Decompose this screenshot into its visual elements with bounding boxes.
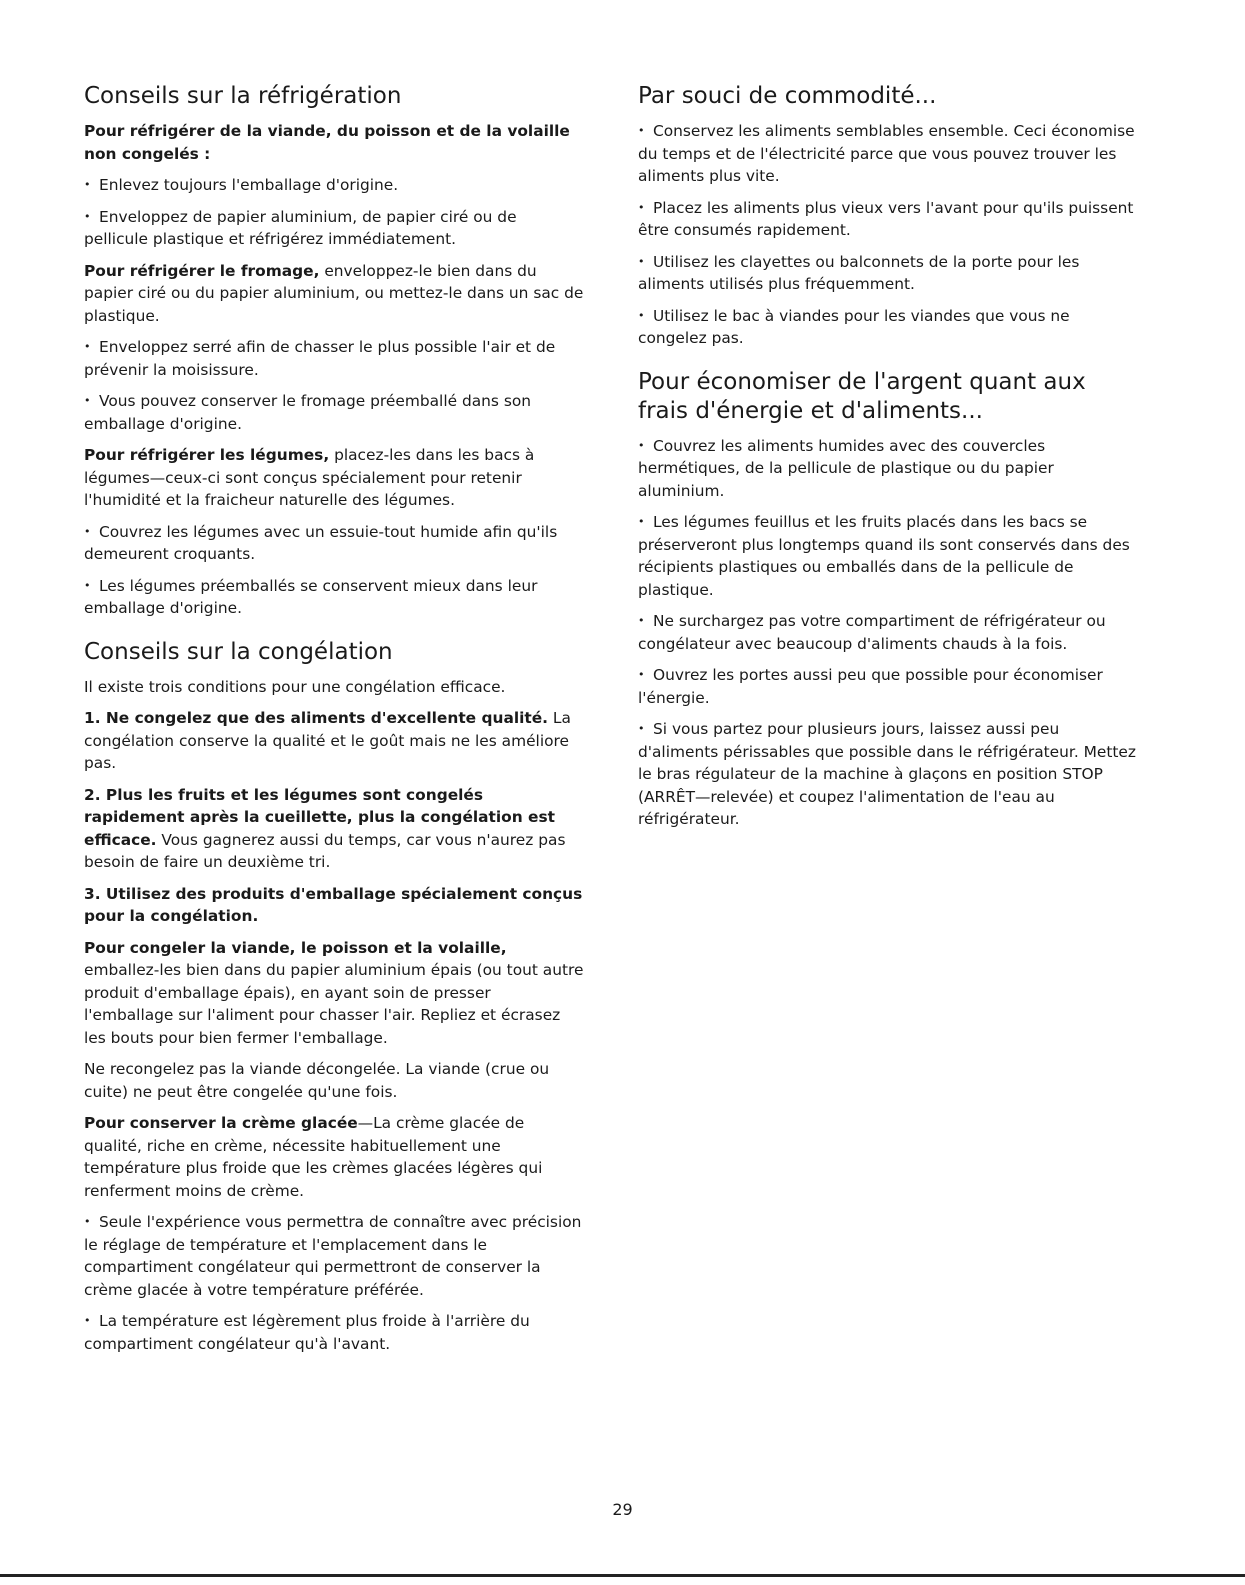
heading-freezing-tips: Conseils sur la congélation [84, 638, 393, 665]
subheading-meat: Pour réfrigérer de la viande, du poisson et de la volaille non congelés : [84, 122, 570, 163]
bullet-icon: • [638, 515, 645, 528]
bullet-text: Ouvrez les portes aussi peu que possible pour économiser l'énergie. [638, 666, 1103, 707]
bullet-icon: • [84, 209, 91, 223]
condition-2 [84, 784, 584, 874]
paragraph-ice-cream [84, 1112, 584, 1202]
condition-3 [84, 883, 584, 928]
bullet-icon: • [638, 722, 645, 735]
bullet-text: Couvrez les aliments humides avec des couvercles hermétiques, de la pellicule de plastique ou du papier aluminium. [638, 436, 1054, 500]
paragraph-freeze-intro: Il existe trois conditions pour une congélation efficace. [84, 677, 506, 696]
lead-freeze-meat: Pour congeler la viande, le poisson et la volaille, [84, 938, 507, 957]
bullet-item [638, 718, 1143, 831]
bullet-text: Si vous partez pour plusieurs jours, laissez aussi peu d'aliments périssables que possible dans le réfrigérateur. Mettez le bras régulateur de la machine à glaçons en position STOP (ARRÊT—relevée) et coupez l'alimentation de l'eau au réfrigérateur. [638, 720, 1136, 828]
text-freeze-meat: emballez-les bien dans du papier aluminium épais (ou tout autre produit d'emballage épais), en ayant soin de presser l'emballage sur l'aliment pour chasser l'air. Repliez et écrasez les bouts pour bien fermer l'emballage. [84, 961, 584, 1047]
bullet-text: Les légumes feuillus et les fruits placés dans les bacs se préserveront plus longtemps quand ils sont conservés dans des récipients plastiques ou emballés dans de la pellicule de plastique. [638, 513, 1130, 599]
page-number: 29 [612, 1500, 633, 1519]
bullet-item [638, 435, 1143, 503]
bullet-item [638, 511, 1143, 601]
lead-condition-3: 3. Utilisez des produits d'emballage spécialement conçus pour la congélation. [84, 884, 583, 925]
bullet-text: Couvrez les légumes avec un essuie-tout humide afin qu'ils demeurent croquants. [84, 522, 558, 563]
text-condition-1: La congélation conserve la qualité et le goût mais ne les améliore pas. [84, 709, 571, 772]
lead-condition-2: 2. Plus les fruits et les légumes sont congelés rapidement après la cueillette, plus la congélation est efficace. [84, 785, 556, 849]
paragraph-cheese [84, 260, 584, 328]
lead-ice-cream: Pour conserver la crème glacée [84, 1114, 358, 1132]
bullet-icon: • [638, 254, 645, 268]
bullet-text: Seule l'expérience vous permettra de connaître avec précision le réglage de température et l'emplacement dans le compartiment congélateur qui permettront de conserver la crème glacée à votre température préférée. [84, 1213, 582, 1299]
heading-refrigeration-tips: Conseils sur la réfrigération [84, 83, 402, 109]
bullet-item [84, 336, 584, 381]
bullet-text: Ne surchargez pas votre compartiment de réfrigérateur ou congélateur avec beaucoup d'aliments chauds à la fois. [638, 612, 1106, 653]
bullet-icon: • [638, 124, 645, 137]
bullet-text: Vous pouvez conserver le fromage préemballé dans son emballage d'origine. [84, 392, 532, 433]
bullet-item [638, 610, 1143, 655]
bullet-text: Utilisez le bac à viandes pour les viandes que vous ne congelez pas. [638, 306, 1070, 347]
text-vegetables: placez-les dans les bacs à légumes—ceux-ci sont conçus spécialement pour retenir l'humidité et la fraicheur naturelle des légumes. [84, 446, 535, 509]
bullet-text: Enveloppez de papier aluminium, de papier ciré ou de pellicule plastique et réfrigérez immédiatement. [84, 207, 517, 248]
bullet-icon: • [84, 340, 91, 353]
bullet-icon: • [84, 394, 91, 407]
bottom-rule [0, 1574, 1245, 1577]
lead-vegetables: Pour réfrigérer les légumes, [84, 446, 330, 464]
bullet-text: Les légumes préemballés se conservent mieux dans leur emballage d'origine. [84, 576, 538, 617]
bullet-item [84, 390, 584, 435]
text-condition-2: Vous gagnerez aussi du temps, car vous n'aurez pas besoin de faire un deuxième tri. [84, 830, 566, 871]
bullet-item [84, 174, 584, 197]
bullet-text: Enlevez toujours l'emballage d'origine. [99, 176, 399, 194]
bullet-icon: • [638, 668, 645, 681]
bullet-item [638, 664, 1143, 709]
lead-cheese: Pour réfrigérer le fromage, [84, 261, 320, 280]
bullet-item [638, 305, 1143, 350]
heading-save-money: Pour économiser de l'argent quant aux frais d'énergie et d'aliments... [638, 368, 1086, 424]
bullet-text: Enveloppez serré afin de chasser le plus possible l'air et de prévenir la moisissure. [84, 338, 556, 379]
bullet-text: Conservez les aliments semblables ensemble. Ceci économise du temps et de l'électricité parce que vous pouvez trouver les aliments plus vite. [638, 122, 1135, 185]
bullet-icon: • [638, 200, 645, 214]
bullet-icon: • [84, 578, 91, 592]
bullet-item [638, 120, 1143, 188]
lead-condition-1: 1. Ne congelez que des aliments d'excellente qualité. [84, 709, 549, 727]
text-ice-cream: —La crème glacée de qualité, riche en crème, nécessite habituellement une température plus froide que les crèmes glacées légères qui renferment moins de crème. [84, 1114, 543, 1200]
bullet-icon: • [638, 614, 645, 627]
paragraph-refreeze: Ne recongelez pas la viande décongelée. La viande (crue ou cuite) ne peut être congelée qu'une fois. [84, 1060, 550, 1101]
bullet-item [84, 521, 584, 566]
bullet-icon: • [638, 438, 645, 452]
bullet-icon: • [84, 524, 91, 538]
bullet-icon: • [84, 1215, 91, 1228]
bullet-icon: • [638, 308, 645, 322]
bullet-item [84, 1211, 584, 1301]
text-cheese: enveloppez-le bien dans du papier ciré ou du papier aluminium, ou mettez-le dans un sac de plastique. [84, 261, 584, 325]
left-column [84, 82, 584, 1364]
bullet-item [84, 206, 584, 251]
bullet-icon: • [84, 1314, 91, 1327]
heading-convenience: Par souci de commodité... [638, 83, 937, 109]
paragraph-vegetables [84, 444, 584, 512]
right-column [638, 82, 1143, 840]
bullet-item [638, 251, 1143, 296]
bullet-item [84, 1310, 584, 1355]
bullet-item [638, 197, 1143, 242]
bullet-text: Utilisez les clayettes ou balconnets de la porte pour les aliments utilisés plus fréquemment. [638, 252, 1080, 293]
bullet-item [84, 575, 584, 620]
paragraph-freeze-meat [84, 937, 584, 1050]
bullet-text: La température est légèrement plus froide à l'arrière du compartiment congélateur qu'à l'avant. [84, 1312, 530, 1353]
bullet-text: Placez les aliments plus vieux vers l'avant pour qu'ils puissent être consumés rapidement. [638, 198, 1134, 239]
bullet-icon: • [84, 178, 91, 191]
condition-1 [84, 707, 584, 775]
